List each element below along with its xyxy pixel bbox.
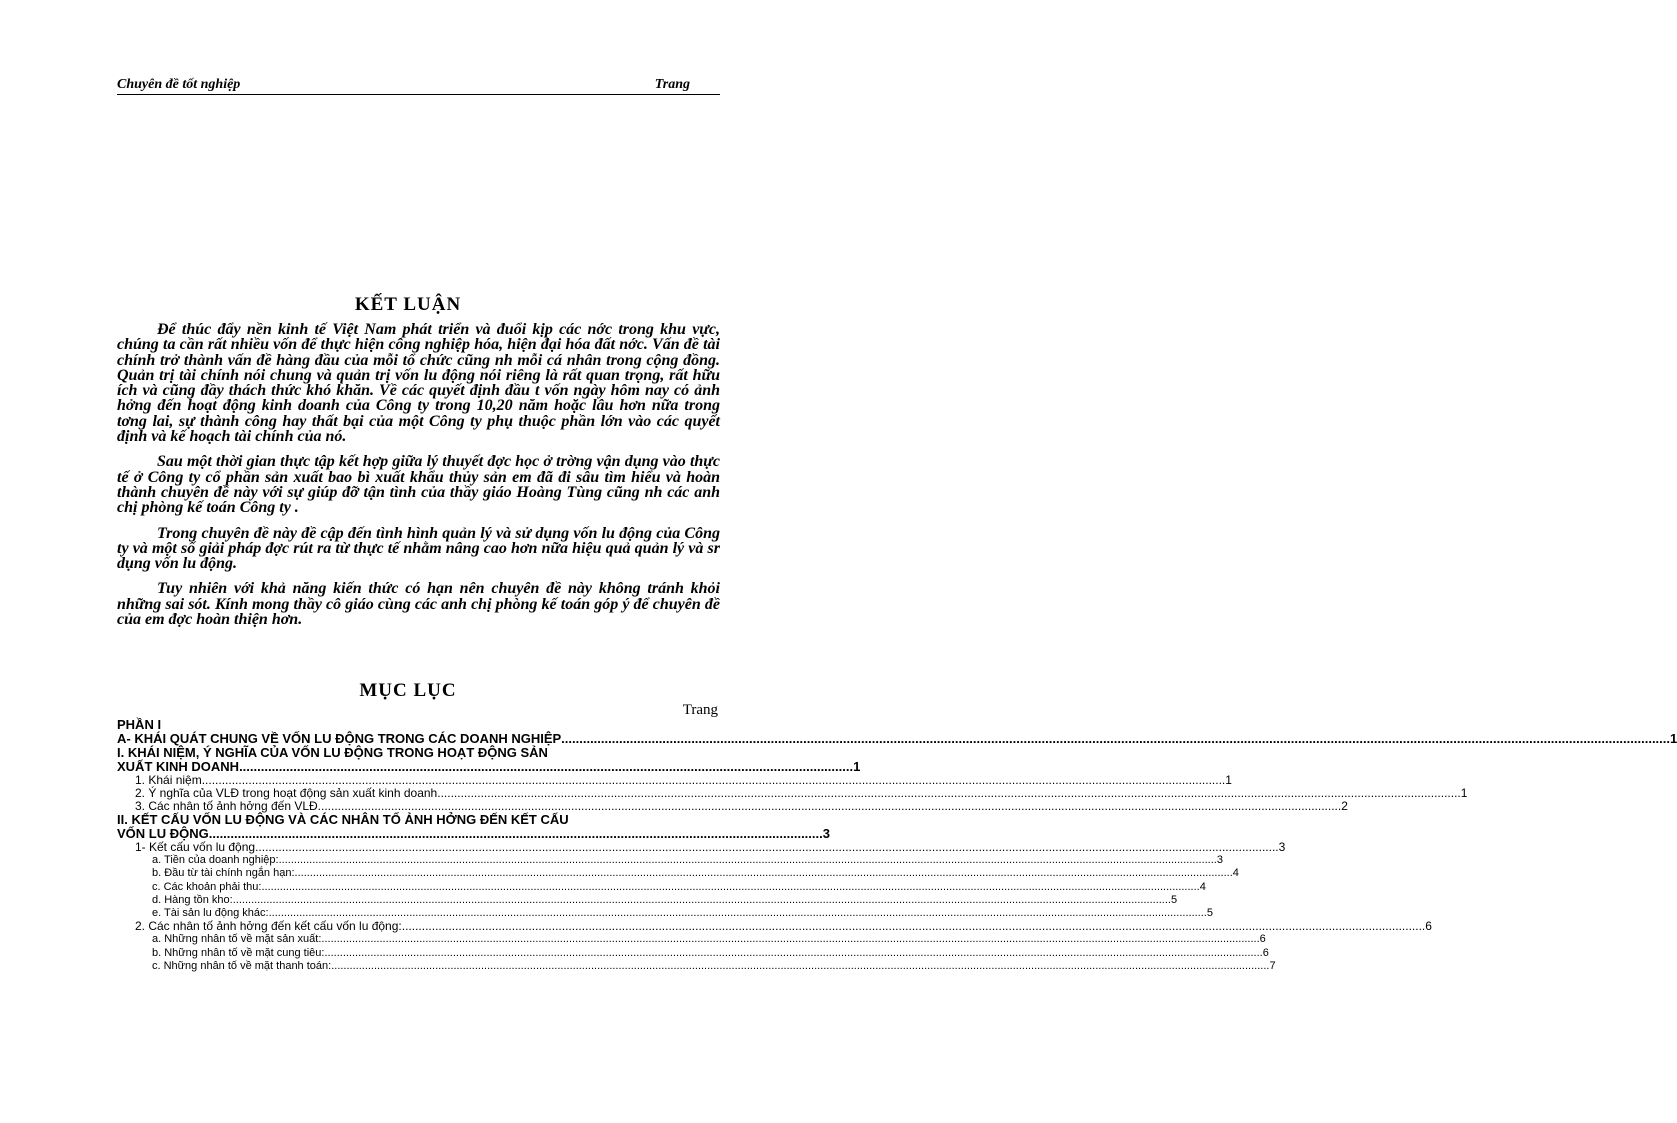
table-of-contents: [117, 717, 1677, 973]
conclusion-paragraph: Trong chuyên đề này đề cập đến tình hình quản lý và sử dụng vốn lu động của Công ty và một số giải pháp đợc rút ra từ thực tế nhằm nâng cao hơn nữa hiệu quả quản lý và sr dụng vốn lu động.: [117, 524, 720, 573]
toc-page-column-label: Trang: [682, 702, 718, 718]
header-page-label: Trang: [654, 77, 690, 92]
page-header: [117, 76, 720, 95]
toc-title: MỤC LỤC: [359, 680, 457, 701]
toc-entry: c. Các khoản phải thu: ..... 4: [117, 881, 720, 894]
toc-entry: b. Những nhân tố về mặt cung tiêu: ..... 6: [117, 947, 720, 960]
conclusion-paragraph: Để thúc đẩy nền kinh tế Việt Nam phát triển và đuổi kịp các nớc trong khu vực, chúng ta cần rất nhiều vốn để thực hiện công nghiệp hóa, hiện đại hóa đất nớc. Vấn đề tài chính trở thành vấn đề hàng đầu của mỗi tổ chức cũng nh mỗi cá nhân trong cộng đồng. Quản trị tài chính nói chung và quản trị vốn lu động nói riêng là rất quan trọng, rất hữu ích và cũng đầy thách thức khó khăn. Về các quyết định đầu t vốn ngày hôm nay có ảnh hởng đến hoạt động kinh doanh của Công ty trong 10,20 năm hoặc lâu hơn nữa trong tơng lai, sự thành công hay thất bại của một Công ty phụ thuộc phần lớn vào các quyết định và kế hoạch tài chính của nó.: [117, 321, 720, 446]
toc-entry: 1. Khái niệm ..... 1: [117, 774, 720, 787]
conclusion-title: KẾT LUẬN: [354, 294, 462, 315]
toc-entry: I. KHÁI NIỆM, Ý NGHĨA CỦA VỐN LU ĐỘNG TRONG HOẠT ĐỘNG SẢN XUẤT KINH DOANH .......................................................................................................................................................................... 1: [117, 745, 861, 774]
toc-entry: A- KHÁI QUÁT CHUNG VỀ VỐN LU ĐỘNG TRONG CÁC DOANH NGHIỆP ..... 1: [117, 732, 720, 746]
toc-entry: 2. Ý nghĩa của VLĐ trong hoạt động sản xuất kinh doanh ..... 1: [117, 787, 720, 800]
toc-entry: 2. Các nhân tố ảnh hởng đến kết cấu vốn lu động: ..... 6: [117, 920, 720, 933]
conclusion-body: [117, 322, 720, 637]
header-document-title: Chuyên đề tốt nghiệp: [117, 77, 241, 92]
toc-entry: II. KẾT CẤU VỐN LU ĐỘNG VÀ CÁC NHÂN TỐ ẢNH HỞNG ĐẾN KẾT CẤU VỐN LU ĐỘNG .......................................................................................................................................................................... 3: [117, 812, 830, 841]
toc-entry: b. Đầu từ tài chính ngắn hạn: ..... 4: [117, 867, 720, 880]
toc-entry: PHẦN I: [117, 717, 162, 732]
conclusion-paragraph: Tuy nhiên với khả năng kiến thức có hạn nên chuyên đề này không tránh khỏi những sai sót. Kính mong thầy cô giáo cùng các anh chị phòng kế toán góp ý để chuyên đề của em đợc hoàn thiện hơn.: [117, 580, 720, 629]
toc-entry: e. Tài sản lu động khác: ..... 5: [117, 907, 720, 920]
conclusion-paragraph: Sau một thời gian thực tập kết hợp giữa lý thuyết đợc học ở trờng vận dụng vào thực tế ở Công ty cổ phần sản xuất bao bì xuất khẩu thủy sản em đã đi sâu tìm hiểu và hoàn thành chuyên đề này với sự giúp đỡ tận tình của thầy giáo Hoàng Tùng cũng nh các anh chị phòng kế toán Công ty .: [117, 453, 720, 517]
toc-entry: a. Những nhân tố về mặt sản xuất: ..... 6: [117, 933, 720, 946]
toc-entry: 3. Các nhân tố ảnh hởng đến VLĐ ..... 2: [117, 800, 720, 813]
toc-entry: d. Hàng tồn kho: ..... 5: [117, 894, 720, 907]
toc-entry: c. Những nhân tố về mặt thanh toán: ..... 7: [117, 960, 720, 973]
toc-entry: 1- Kết cấu vốn lu động ..... 3: [117, 841, 720, 854]
toc-entry: a. Tiền của doanh nghiệp: ..... 3: [117, 854, 720, 867]
